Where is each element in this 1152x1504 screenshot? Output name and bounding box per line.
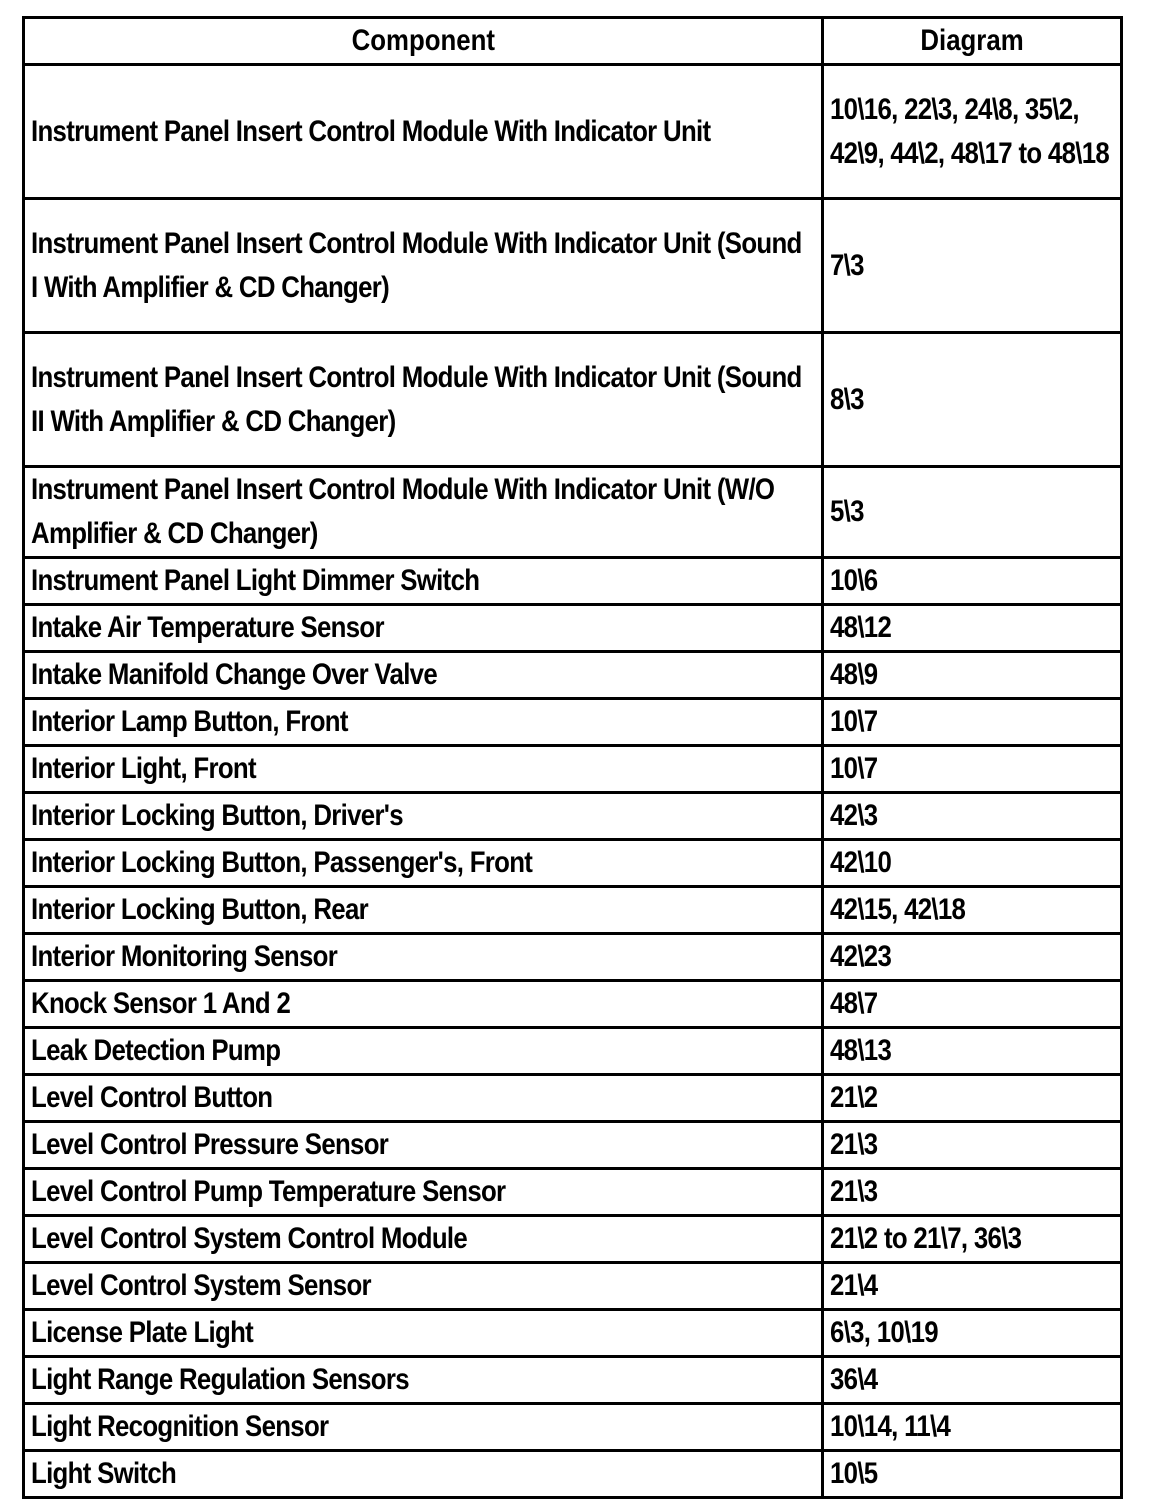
diagram-cell: 10\5 (823, 1451, 1122, 1498)
table-row (24, 981, 1122, 1028)
diagram-cell: 48\12 (823, 605, 1122, 652)
component-cell: Instrument Panel Light Dimmer Switch (24, 558, 823, 605)
diagram-cell: 5\3 (823, 467, 1122, 558)
table-row (24, 65, 1122, 199)
table-row (24, 840, 1122, 887)
component-cell: Interior Locking Button, Driver's (24, 793, 823, 840)
diagram-cell: 36\4 (823, 1357, 1122, 1404)
diagram-cell: 42\10 (823, 840, 1122, 887)
component-cell: License Plate Light (24, 1310, 823, 1357)
table-row (24, 558, 1122, 605)
table-row (24, 1310, 1122, 1357)
diagram-cell: 48\9 (823, 652, 1122, 699)
diagram-cell: 21\4 (823, 1263, 1122, 1310)
component-cell: Light Switch (24, 1451, 823, 1498)
component-cell: Interior Lamp Button, Front (24, 699, 823, 746)
diagram-cell: 6\3, 10\19 (823, 1310, 1122, 1357)
table-row (24, 1122, 1122, 1169)
table-row (24, 605, 1122, 652)
diagram-cell: 21\3 (823, 1122, 1122, 1169)
table-row (24, 1075, 1122, 1122)
table-row (24, 746, 1122, 793)
table-row (24, 1169, 1122, 1216)
diagram-cell: 42\3 (823, 793, 1122, 840)
diagram-cell: 10\6 (823, 558, 1122, 605)
table-row (24, 1263, 1122, 1310)
component-cell: Instrument Panel Insert Control Module With Indicator Unit (24, 65, 823, 199)
table-row (24, 199, 1122, 333)
table-row (24, 467, 1122, 558)
diagram-cell: 7\3 (823, 199, 1122, 333)
diagram-cell: 48\13 (823, 1028, 1122, 1075)
table-row (24, 793, 1122, 840)
diagram-cell: 48\7 (823, 981, 1122, 1028)
component-cell: Intake Manifold Change Over Valve (24, 652, 823, 699)
table-row (24, 652, 1122, 699)
diagram-cell: 10\7 (823, 746, 1122, 793)
component-cell: Instrument Panel Insert Control Module With Indicator Unit (Sound I With Amplifier & CD Changer) (24, 199, 823, 333)
table-row (24, 1404, 1122, 1451)
table-row (24, 333, 1122, 467)
diagram-cell: 42\15, 42\18 (823, 887, 1122, 934)
component-cell: Intake Air Temperature Sensor (24, 605, 823, 652)
table-row (24, 934, 1122, 981)
component-cell: Knock Sensor 1 And 2 (24, 981, 823, 1028)
component-cell: Interior Monitoring Sensor (24, 934, 823, 981)
component-cell: Level Control Button (24, 1075, 823, 1122)
table-row (24, 887, 1122, 934)
table-row (24, 1451, 1122, 1498)
component-cell: Light Range Regulation Sensors (24, 1357, 823, 1404)
diagram-cell: 8\3 (823, 333, 1122, 467)
column-header-component: Component (24, 18, 823, 65)
component-diagram-table-container (22, 16, 1120, 1499)
component-cell: Level Control Pump Temperature Sensor (24, 1169, 823, 1216)
component-cell: Level Control System Control Module (24, 1216, 823, 1263)
table-row (24, 699, 1122, 746)
diagram-cell: 10\14, 11\4 (823, 1404, 1122, 1451)
component-cell: Instrument Panel Insert Control Module With Indicator Unit (Sound II With Amplifier & CD Changer) (24, 333, 823, 467)
component-cell: Interior Locking Button, Rear (24, 887, 823, 934)
component-cell: Level Control System Sensor (24, 1263, 823, 1310)
component-cell: Light Recognition Sensor (24, 1404, 823, 1451)
diagram-cell: 21\2 to 21\7, 36\3 (823, 1216, 1122, 1263)
component-cell: Interior Locking Button, Passenger's, Front (24, 840, 823, 887)
component-diagram-table (22, 16, 1123, 1499)
column-header-diagram: Diagram (823, 18, 1122, 65)
diagram-cell: 10\7 (823, 699, 1122, 746)
diagram-cell: 42\23 (823, 934, 1122, 981)
diagram-cell: 21\2 (823, 1075, 1122, 1122)
component-cell: Interior Light, Front (24, 746, 823, 793)
component-cell: Leak Detection Pump (24, 1028, 823, 1075)
table-row (24, 1028, 1122, 1075)
header-row (24, 18, 1122, 65)
diagram-cell: 21\3 (823, 1169, 1122, 1216)
table-row (24, 1357, 1122, 1404)
component-cell: Instrument Panel Insert Control Module With Indicator Unit (W/O Amplifier & CD Changer) (24, 467, 823, 558)
table-row (24, 1216, 1122, 1263)
diagram-cell: 10\16, 22\3, 24\8, 35\2, 42\9, 44\2, 48\17 to 48\18 (823, 65, 1122, 199)
component-cell: Level Control Pressure Sensor (24, 1122, 823, 1169)
